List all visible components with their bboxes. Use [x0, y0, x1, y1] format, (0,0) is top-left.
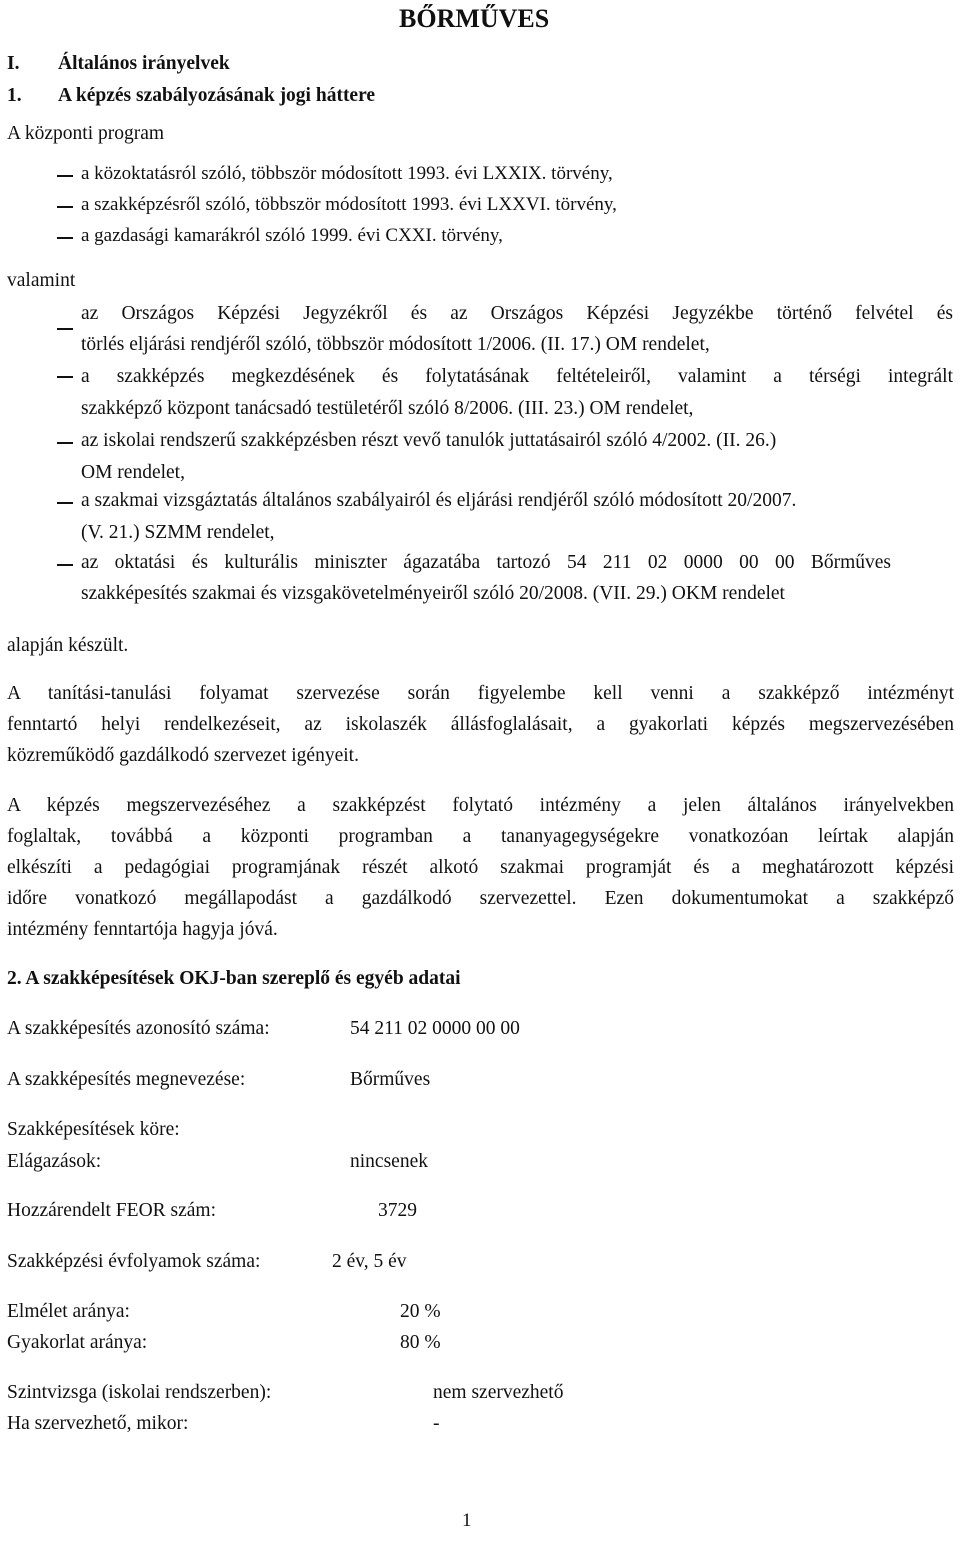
list-dash [57, 328, 73, 330]
list-dash [57, 564, 73, 566]
paragraph-line: foglaltak, továbbá a központi programban a tananyagegységekre vonatkozóan leírtak alapján [7, 826, 954, 847]
section-roman-number: I. [7, 53, 20, 74]
list-item: a gazdasági kamarákról szóló 1999. évi CXXI. törvény, [81, 225, 503, 246]
field-label: Szakképzési évfolyamok száma: [7, 1251, 261, 1272]
list-item-line: az oktatási és kulturális miniszter ágazatába tartozó 54 211 02 0000 00 00 Bőrműves [81, 552, 891, 573]
paragraph-line: A képzés megszervezéséhez a szakképzést folytató intézmény a jelen általános irányelvekben [7, 795, 954, 816]
field-value: - [433, 1413, 440, 1434]
field-label: Elágazások: [7, 1151, 102, 1172]
list-dash [57, 206, 73, 208]
field-value: 54 211 02 0000 00 00 [350, 1018, 520, 1039]
field-value: nincsenek [350, 1151, 428, 1172]
paragraph-line: időre vonatkozó megállapodást a gazdálkodó szervezettel. Ezen dokumentumokat a szakképző [7, 888, 954, 909]
section-roman-title: Általános irányelvek [58, 53, 230, 74]
valamint-text: valamint [7, 270, 76, 291]
page-number: 1 [462, 1510, 472, 1531]
paragraph-line: intézmény fenntartója hagyja jóvá. [7, 919, 278, 940]
field-label: Szakképesítések köre: [7, 1119, 180, 1140]
list-item-line: szakképesítés szakmai és vizsgakövetelményeiről szóló 20/2008. (VII. 29.) OKM rendelet [81, 583, 785, 604]
list-item-line: az iskolai rendszerű szakképzésben részt vevő tanulók juttatásairól szóló 4/2002. (II. 26.) [81, 430, 777, 451]
paragraph-line: közreműködő gazdálkodó szervezet igényeit. [7, 745, 359, 766]
field-label: Elmélet aránya: [7, 1301, 130, 1322]
list-item-line: az Országos Képzési Jegyzékről és az Országos Képzési Jegyzékbe történő felvétel és [81, 303, 953, 324]
field-value: 80 % [400, 1332, 441, 1353]
paragraph-line: fenntartó helyi rendelkezéseit, az iskolaszék állásfoglalásait, a gyakorlati képzés megszervezésében [7, 714, 954, 735]
list-item-line: a szakképzés megkezdésének és folytatásának feltételeiről, valamint a térségi integrált [81, 366, 953, 387]
list-item-line: a szakmai vizsgáztatás általános szabályairól és eljárási rendjéről szóló módosított 20/2007. [81, 490, 797, 511]
section-title: A képzés szabályozásának jogi háttere [58, 85, 376, 106]
list-dash [57, 376, 73, 378]
list-item: a közoktatásról szóló, többször módosított 1993. évi LXXIX. törvény, [81, 163, 613, 184]
section-number: 1. [7, 85, 22, 106]
list-dash [57, 442, 73, 444]
list-item-line: (V. 21.) SZMM rendelet, [81, 522, 275, 543]
list-item-line: törlés eljárási rendjéről szóló, többször módosított 1/2006. (II. 17.) OM rendelet, [81, 334, 710, 355]
field-value: Bőrműves [350, 1069, 431, 1090]
field-label: Szintvizsga (iskolai rendszerben): [7, 1382, 272, 1403]
field-label: Hozzárendelt FEOR szám: [7, 1200, 217, 1221]
field-label: A szakképesítés megnevezése: [7, 1069, 246, 1090]
paragraph-line: A tanítási-tanulási folyamat szervezése során figyelembe kell venni a szakképző intézményt [7, 683, 954, 704]
paragraph-line: elkészíti a pedagógiai programjának részét alkotó szakmai programját és a meghatározott képzési [7, 857, 954, 878]
field-value: 3729 [378, 1200, 417, 1221]
list-dash [57, 502, 73, 504]
list-item-line: OM rendelet, [81, 462, 185, 483]
field-value: 2 év, 5 év [332, 1251, 407, 1272]
list-dash [57, 175, 73, 177]
field-value: nem szervezhető [433, 1382, 564, 1403]
list-item-line: szakképző központ tanácsadó testületéről szóló 8/2006. (III. 23.) OM rendelet, [81, 398, 694, 419]
field-label: Gyakorlat aránya: [7, 1332, 148, 1353]
section-2-title: 2. A szakképesítések OKJ-ban szereplő és egyéb adatai [7, 968, 461, 989]
field-label: Ha szervezhető, mikor: [7, 1413, 189, 1434]
field-value: 20 % [400, 1301, 441, 1322]
alapjan-text: alapján készült. [7, 635, 129, 656]
intro-text: A központi program [7, 123, 165, 144]
list-dash [57, 237, 73, 239]
list-item: a szakképzésről szóló, többször módosított 1993. évi LXXVI. törvény, [81, 194, 617, 215]
field-label: A szakképesítés azonosító száma: [7, 1018, 270, 1039]
document-title: BŐRMŰVES [399, 4, 550, 33]
